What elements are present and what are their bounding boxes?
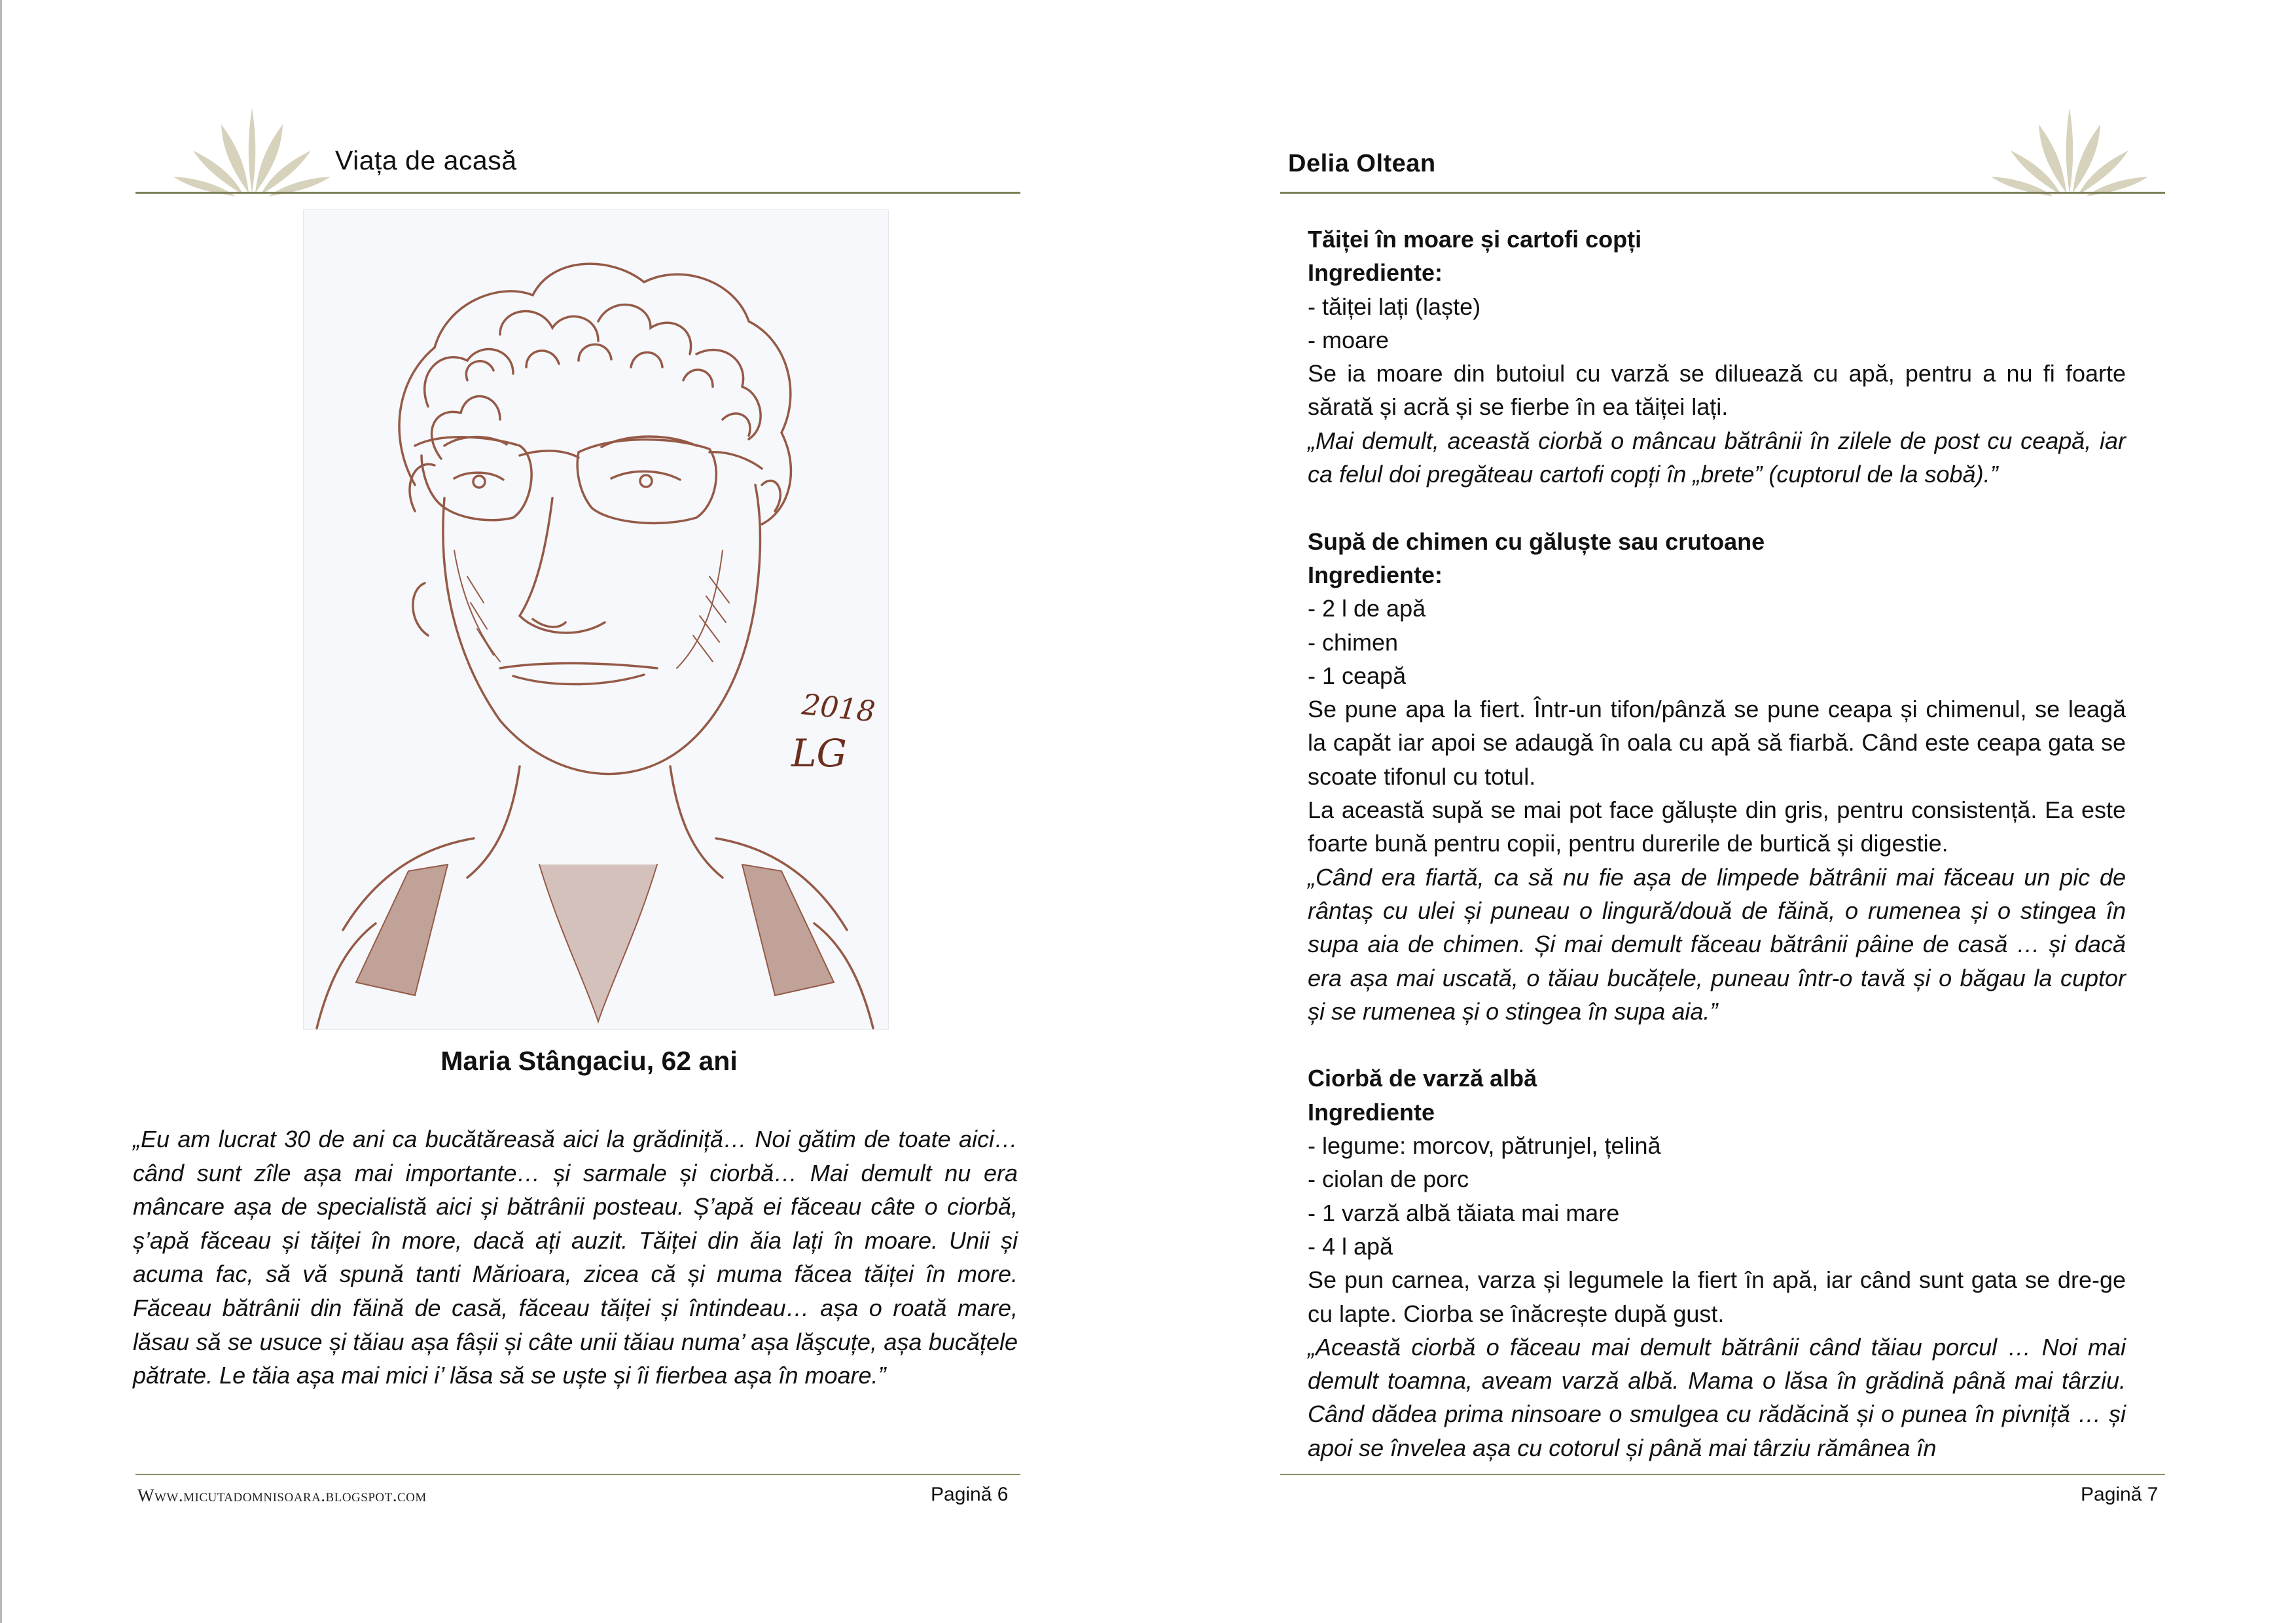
- recipe-quote: „Când era fiartă, ca să nu fie așa de limpede bătrânii mai făceau un pic de rântaș cu ulei și puneau o lingură/două de făină, o rumenea și o stingea în supa aia de chimen. Și mai demult făceau bătrânii pâine de casă … și dacă era așa mai uscată, o tăiau bucățele, puneau într-o tavă și o băgau la cuptor și se rumenea și o stingea în supa aia.”: [1308, 863, 2126, 1025]
- recipe-title: Tăiței în moare și cartofi copți: [1308, 226, 1642, 253]
- interview-quote: „Eu am lucrat 30 de ani ca bucătăreasă aici la grădiniță… Noi gătim de toate aici… când sunt zîle așa mai importante… și sarmale și ciorbă… Mai demult nu era mâncare așa de specialistă aici și bătrânii posteau. Ș’apă ei făceau câte o ciorbă, ș’apă făceau și tăiței în more, dacă ați auzit. Tăiței din ăia lați în moare. Unii și acuma fac, să vă spună tanti Mărioara, zicea că și muma făcea tăiței în more. Făceau bătrânii din făină de casă, făceau tăiței și întindeau… așa o roată mare, lăsau să se usuce și tăiau așa fâșii și câte unii tăiau numa’ așa lăşcuțe, așa bucățele pătrate. Le tăia așa mai mici i’ lăsa să se uște și îi fierbea așa în moare.”: [133, 1126, 1018, 1389]
- portrait-caption: Maria Stângaciu, 62 ani: [440, 1046, 738, 1076]
- portrait-sketch: [303, 209, 889, 1030]
- footer-page-number: Pagină 7: [2081, 1484, 2159, 1505]
- spacer: [1308, 491, 2126, 524]
- recipe-quote: „Mai demult, această ciorbă o mâncau bătrânii în zilele de post cu ceapă, iar ca felul doi pregăteau cartofi copți în „brete” (cuptorul de la sobă).”: [1308, 427, 2126, 488]
- ingredient-item: - 2 l de apă: [1308, 595, 1426, 622]
- signature-initials: LG: [791, 731, 847, 776]
- recipe-quote: „Această ciorbă o făceau mai demult bătrânii când tăiau porcul … Noi mai demult toamna, aveam varză albă. Mama o lăsa în grădină până mai târziu. Când dădea prima ninsoare o smulgea cu rădăcină și o punea în pivniță … și apoi se învelea așa cu cotorul și până mai târziu rămânea în: [1308, 1333, 2126, 1461]
- portrait-drawing: [304, 210, 888, 1029]
- recipe-method: Se ia moare din butoiul cu varză se diluează cu apă, pentru a nu fi foarte sărată și acră și se fierbe în ea tăiței lați.: [1308, 360, 2126, 421]
- footer-website: Www.micutadomnisoara.blogspot.com: [137, 1486, 427, 1505]
- recipe: [1308, 223, 2126, 491]
- footer-rule: [1280, 1474, 2165, 1475]
- ingredient-item: - ciolan de porc: [1308, 1166, 1469, 1193]
- recipe-method: Se pune apa la fiert. Într-un tifon/pânză se pune ceapa și chimenul, se leagă la capăt iar apoi se adaugă în oala cu apă să fiarbă. Când este ceapa gata se scoate tifonul cu totul.: [1308, 696, 2126, 790]
- recipe: [1308, 525, 2126, 1028]
- header-ornament-right: [1988, 98, 2151, 196]
- header-rule: [135, 192, 1020, 194]
- ingredient-item: - chimen: [1308, 628, 1399, 656]
- recipe-note: La această supă se mai pot face găluște din gris, pentru consistență. Ea este foarte bună pentru copii, pentru durerile de burtică și digestie.: [1308, 796, 2126, 857]
- signature-year: 2018: [800, 688, 877, 729]
- spacer: [1308, 1028, 2126, 1061]
- header-title: Viața de acasă: [335, 145, 517, 175]
- header-rule: [1280, 192, 2165, 194]
- footer-page-number: Pagină 6: [931, 1484, 1009, 1505]
- recipe-title: Ciorbă de varză albă: [1308, 1065, 1537, 1092]
- recipe-title: Supă de chimen cu găluște sau crutoane: [1308, 527, 1765, 555]
- ingredient-item: - tăiței lați (laște): [1308, 293, 1481, 320]
- recipe: [1308, 1061, 2126, 1465]
- header-author: Delia Oltean: [1288, 150, 1436, 177]
- artist-signature: [791, 688, 877, 776]
- ingredient-item: - moare: [1308, 326, 1390, 353]
- ingredient-item: - 4 l apă: [1308, 1232, 1393, 1260]
- ingredients-label: Ingrediente: [1308, 1098, 1435, 1126]
- footer-rule: [135, 1474, 1020, 1475]
- header-ornament-left: [170, 98, 334, 196]
- ingredients-label: Ingrediente:: [1308, 561, 1443, 588]
- ingredient-item: - legume: morcov, pătrunjel, țelină: [1308, 1132, 1661, 1160]
- ingredient-item: - 1 varză albă tăiata mai mare: [1308, 1199, 1620, 1226]
- recipe-method: Se pun carnea, varza și legumele la fiert în apă, iar când sunt gata se dre-ge cu lapte. Ciorba se înăcrește după gust.: [1308, 1266, 2126, 1327]
- ingredient-item: - 1 ceapă: [1308, 662, 1407, 689]
- ingredients-label: Ingrediente:: [1308, 259, 1443, 287]
- recipes-column: [1308, 223, 2126, 1465]
